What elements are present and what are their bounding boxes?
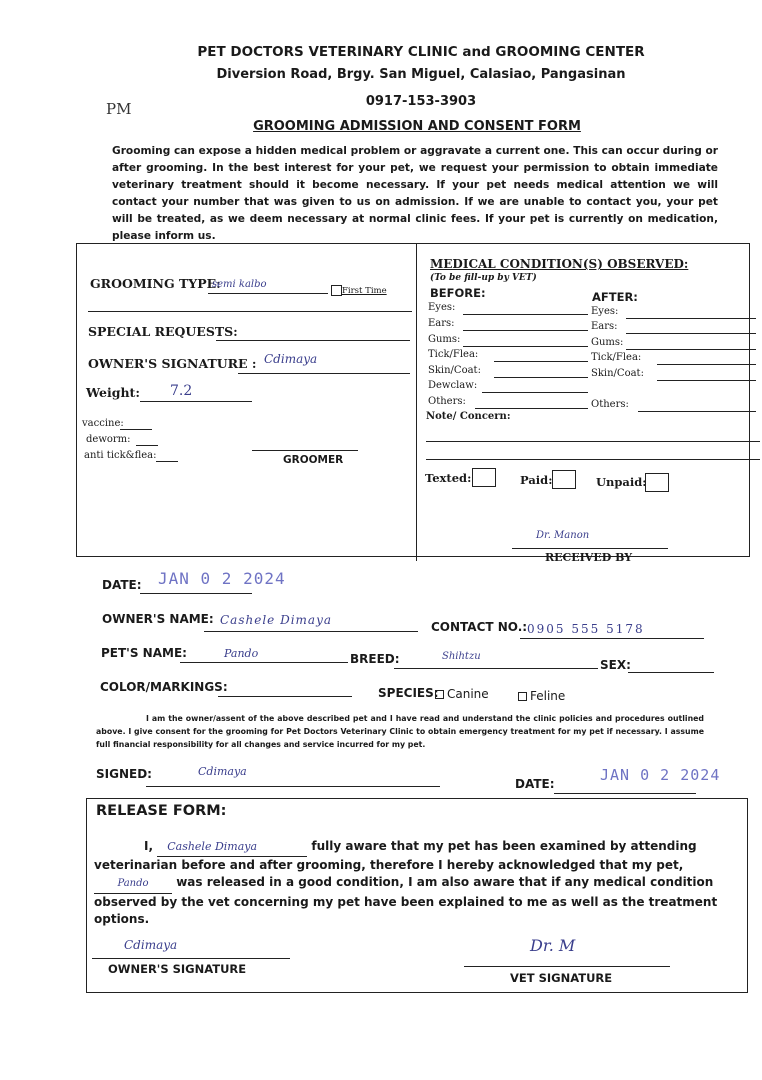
unpaid-checkbox[interactable] [645, 473, 669, 492]
before-item-label: Skin/Coat: [428, 365, 481, 376]
deworm-label: deworm: [86, 434, 131, 445]
after-item-line[interactable] [657, 364, 756, 365]
species-label: SPECIES: [378, 686, 439, 700]
paid-label: Paid: [520, 473, 553, 487]
date-label: DATE: [102, 578, 142, 592]
received-by-value: Dr. Manon [536, 530, 590, 541]
before-item-line[interactable] [463, 314, 588, 315]
after-item-label: Tick/Flea: [591, 352, 642, 363]
release-paragraph [94, 838, 748, 929]
owner-signature-value[interactable]: Cdimaya [264, 352, 318, 366]
release-pet-value[interactable]: Pando [94, 875, 172, 894]
breed-label: BREED: [350, 652, 400, 666]
medical-subtitle: (To be fill-up by VET) [430, 273, 537, 283]
corner-note: PM [106, 100, 132, 118]
clinic-phone: 0917-153-3903 [365, 94, 477, 109]
special-requests-label: SPECIAL REQUESTS: [88, 324, 238, 339]
before-item-label: Eyes: [428, 302, 456, 313]
pet-name-value[interactable]: Pando [224, 647, 259, 660]
clinic-address: Diversion Road, Brgy. San Miguel, Calasiao, Pangasinan [216, 67, 626, 82]
first-time-label: First Time [342, 286, 387, 296]
after-item-line[interactable] [626, 349, 756, 350]
after-item-label: Eyes: [591, 306, 619, 317]
weight-label: Weight: [86, 385, 140, 400]
note-label: Note/ Concern: [426, 411, 511, 422]
groomer-label: GROOMER [283, 454, 344, 466]
species-feline-checkbox[interactable] [518, 692, 527, 701]
before-item-line[interactable] [463, 330, 588, 331]
weight-value[interactable]: 7.2 [170, 383, 193, 399]
species-canine-label: Canine [447, 687, 489, 701]
after-label: AFTER: [592, 290, 638, 304]
before-item-label: Ears: [428, 318, 455, 329]
texted-label: Texted: [425, 471, 472, 485]
form-title: GROOMING ADMISSION AND CONSENT FORM [253, 119, 581, 134]
after-item-label: Gums: [591, 337, 624, 348]
date2-stamp: JAN 0 2 2024 [600, 766, 721, 784]
intro-paragraph: Grooming can expose a hidden medical problem or aggravate a current one. This can occur during or after grooming. In the best interest for your pet, we request your permission to obtain immediate veterinary treatment should it become necessary. If your pet needs medical attention we will contact your number that was given to us on admission. If we are unable to contact you, your pet will be treated, as we deem necessary at normal clinic fees. If your pet is currently on medication, please inform us. [112, 145, 718, 242]
antitick-label: anti tick&flea: [84, 450, 157, 461]
owner-signature-label: OWNER'S SIGNATURE : [88, 356, 257, 371]
before-item-line[interactable] [494, 361, 588, 362]
vaccine-label: vaccine: [82, 418, 124, 429]
vet-signature-caption: VET SIGNATURE [510, 971, 613, 985]
after-item-label: Others: [591, 399, 629, 410]
owner-name-label: OWNER'S NAME: [102, 612, 214, 626]
after-item-line[interactable] [626, 333, 756, 334]
owner-name-value[interactable]: Cashele Dimaya [220, 613, 333, 627]
release-i-label: I, [144, 839, 154, 853]
species-canine-checkbox[interactable] [435, 690, 444, 699]
release-title: RELEASE FORM: [96, 803, 227, 819]
grooming-type-label: GROOMING TYPE: [90, 276, 221, 291]
texted-checkbox[interactable] [472, 468, 496, 487]
received-by-label: RECEIVED BY [545, 551, 633, 564]
release-text-2: was released in a good condition, I am also aware that if any medical condition observed by the vet concerning my pet have been explained to me as well as the treatment options. [94, 875, 718, 926]
pet-name-label: PET'S NAME: [101, 646, 187, 660]
before-label: BEFORE: [430, 286, 486, 300]
after-item-label: Skin/Coat: [591, 368, 644, 379]
after-item-line[interactable] [657, 380, 756, 381]
before-item-line[interactable] [482, 392, 588, 393]
contact-label: CONTACT NO.: [431, 620, 528, 634]
after-item-line[interactable] [638, 411, 756, 412]
grooming-type-value[interactable]: semi kalbo [212, 279, 267, 290]
before-item-line[interactable] [475, 408, 588, 409]
vet-signature: Dr. M [530, 936, 576, 955]
breed-value[interactable]: Shihtzu [442, 651, 481, 662]
signed-label: SIGNED: [96, 767, 152, 781]
consent-text: I am the owner/assent of the above described pet and I have read and understand the clinic policies and procedures outlined above. I give consent for the grooming for Pet Doctors Veterinary Clinic to obtain emergency treatment for my pet if necessary. I assume full financial responsibility for all changes and service incurred for my pet. [96, 714, 704, 749]
release-text-1: fully aware that my pet has been examined by attending veterinarian before and after grooming, therefore I hereby acknowledged that my pet, [94, 839, 697, 872]
owner-signature-caption: OWNER'S SIGNATURE [108, 962, 247, 976]
first-time-checkbox[interactable] [331, 285, 342, 296]
signed-value[interactable]: Cdimaya [198, 765, 247, 778]
after-item-label: Ears: [591, 321, 618, 332]
table-divider [416, 243, 417, 561]
date2-label: DATE: [515, 777, 555, 791]
before-item-label: Dewclaw: [428, 380, 478, 391]
unpaid-label: Unpaid: [596, 475, 647, 489]
before-item-line[interactable] [494, 377, 588, 378]
sex-label: SEX: [600, 658, 631, 672]
before-item-line[interactable] [463, 346, 588, 347]
contact-value[interactable]: 0905 555 5178 [527, 622, 645, 636]
medical-title: MEDICAL CONDITION(S) OBSERVED: [430, 257, 689, 271]
before-item-label: Tick/Flea: [428, 349, 479, 360]
after-item-line[interactable] [626, 318, 756, 319]
release-owner-signature: Cdimaya [124, 938, 178, 952]
clinic-name: PET DOCTORS VETERINARY CLINIC and GROOMING CENTER [197, 44, 645, 60]
before-item-label: Others: [428, 396, 466, 407]
date-stamp: JAN 0 2 2024 [158, 569, 286, 588]
species-feline-label: Feline [530, 689, 566, 703]
paid-checkbox[interactable] [552, 470, 576, 489]
release-owner-value[interactable]: Cashele Dimaya [157, 838, 307, 857]
color-label: COLOR/MARKINGS: [100, 680, 228, 694]
before-item-label: Gums: [428, 334, 461, 345]
